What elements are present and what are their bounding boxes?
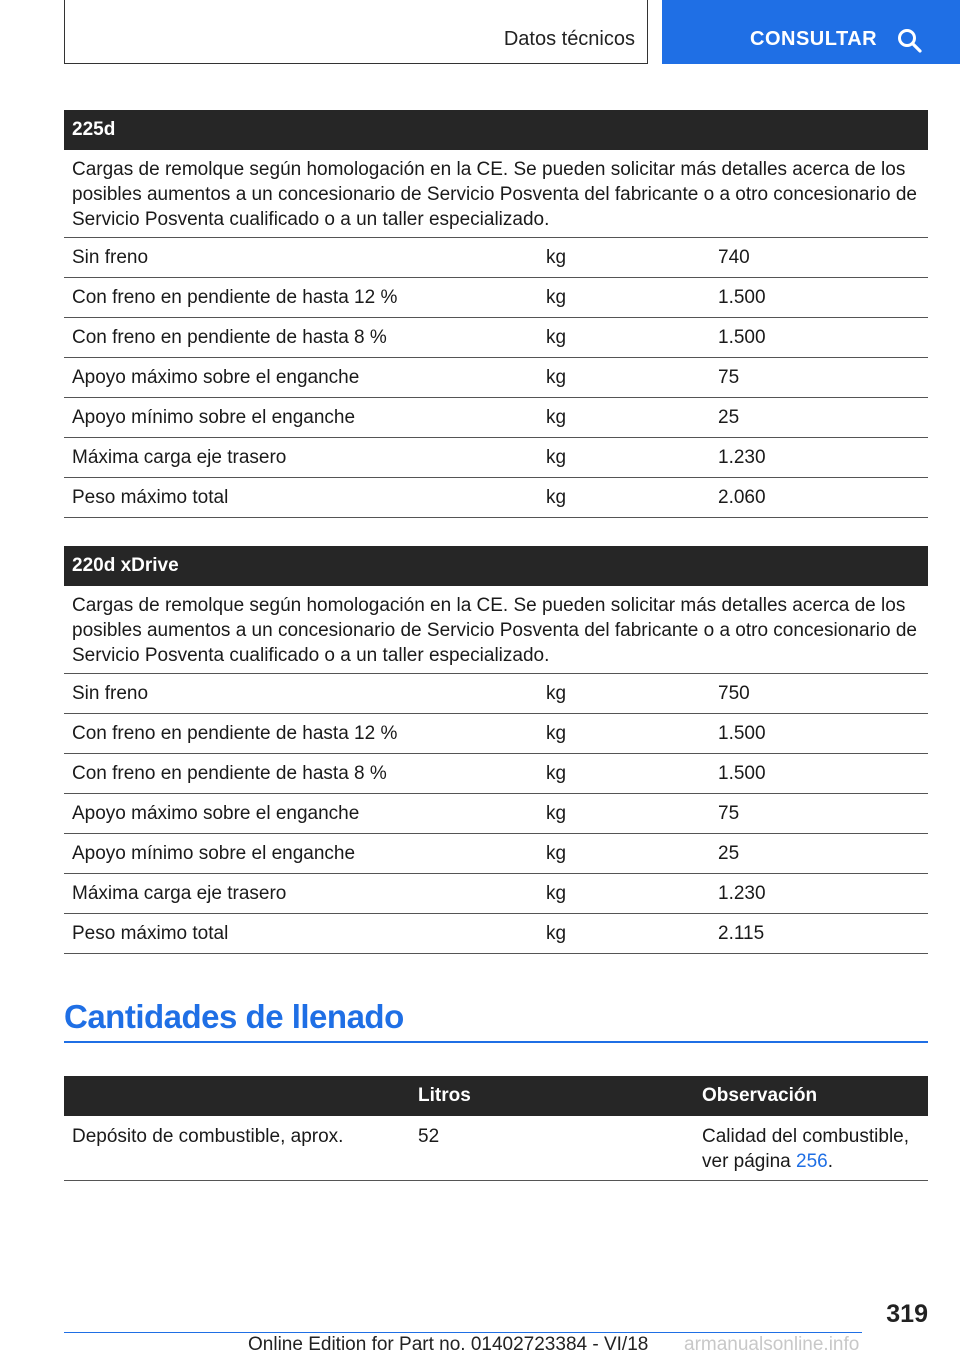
row-unit: kg: [546, 923, 567, 944]
table-row: [64, 794, 928, 834]
row-unit: kg: [546, 883, 567, 904]
row-value: 25: [718, 407, 740, 428]
row-label: Con freno en pendiente de hasta 8 %: [72, 327, 387, 348]
table-row: [64, 874, 928, 914]
section-heading: Cantidades de llenado: [64, 998, 404, 1035]
row-value: 75: [718, 803, 740, 824]
row-label: Peso máximo total: [72, 923, 229, 944]
row-label: Con freno en pendiente de hasta 8 %: [72, 763, 387, 784]
table-heading: 220d xDrive: [64, 546, 928, 586]
row-unit: kg: [546, 683, 567, 704]
row-label: Apoyo máximo sobre el enganche: [72, 803, 360, 824]
fill-quantities-table: [64, 1076, 928, 1181]
row-unit: kg: [546, 843, 567, 864]
row-unit: kg: [546, 367, 567, 388]
spec-table-220d-xdrive: [64, 546, 928, 954]
row-label: Máxima carga eje trasero: [72, 883, 287, 904]
table-row: [64, 714, 928, 754]
fill-liters: 52: [418, 1126, 440, 1147]
table-row: [64, 914, 928, 954]
row-label: Apoyo máximo sobre el enganche: [72, 367, 360, 388]
fill-observation: [702, 1124, 928, 1174]
consult-label: CONSULTAR: [750, 28, 878, 50]
table-heading: 225d: [64, 110, 928, 150]
row-value: 1.500: [718, 287, 766, 308]
page-link[interactable]: 256: [796, 1151, 828, 1172]
row-label: Apoyo mínimo sobre el enganche: [72, 407, 356, 428]
header-observation: Observación: [702, 1085, 818, 1106]
row-unit: kg: [546, 287, 567, 308]
fill-item: Depósito de combustible, aprox.: [72, 1126, 344, 1147]
row-value: 1.230: [718, 883, 766, 904]
table-row: [64, 358, 928, 398]
observation-line2: ver página: [702, 1151, 791, 1172]
header-item: [64, 1076, 418, 1116]
table-note: Cargas de remolque según homologación en la CE. Se pueden solicitar más detalles acerca de los posibles aumentos a un concesionario de Servicio Posventa del fabricante o a otro concesionario de Servicio Posventa cualificado o a un taller especializado.: [64, 586, 928, 674]
row-label: Apoyo mínimo sobre el enganche: [72, 843, 356, 864]
row-value: 1.500: [718, 763, 766, 784]
header-section-box: [64, 0, 648, 64]
row-label: Máxima carga eje trasero: [72, 447, 287, 468]
footer-edition: Online Edition for Part no. 01402723384 - VI/18: [248, 1334, 649, 1355]
consult-button[interactable]: [662, 0, 960, 64]
row-unit: kg: [546, 407, 567, 428]
row-unit: kg: [546, 327, 567, 348]
row-unit: kg: [546, 803, 567, 824]
spec-table-225d: [64, 110, 928, 518]
row-value: 1.500: [718, 723, 766, 744]
watermark: armanualsonline.info: [684, 1334, 860, 1355]
table-row: [64, 674, 928, 714]
observation-end: .: [827, 1151, 833, 1172]
row-value: 1.500: [718, 327, 766, 348]
row-unit: kg: [546, 447, 567, 468]
header-liters: Litros: [418, 1085, 471, 1106]
table-row: [64, 478, 928, 518]
fill-table-header: [64, 1076, 928, 1116]
row-value: 2.115: [718, 923, 765, 944]
table-row: [64, 398, 928, 438]
row-label: Sin freno: [72, 247, 149, 268]
section-title: Datos técnicos: [503, 28, 635, 50]
row-unit: kg: [546, 763, 567, 784]
row-value: 750: [718, 683, 750, 704]
table-row: [64, 1116, 928, 1181]
observation-line1: Calidad del combustible,: [702, 1126, 910, 1147]
row-label: Con freno en pendiente de hasta 12 %: [72, 287, 398, 308]
table-row: [64, 754, 928, 794]
row-unit: kg: [546, 487, 567, 508]
row-value: 2.060: [718, 487, 766, 508]
table-row: [64, 438, 928, 478]
row-label: Con freno en pendiente de hasta 12 %: [72, 723, 398, 744]
footer-divider: [64, 1332, 862, 1333]
row-value: 75: [718, 367, 740, 388]
row-label: Sin freno: [72, 683, 149, 704]
table-row: [64, 238, 928, 278]
section-divider: [64, 1041, 928, 1043]
search-icon: [897, 28, 923, 54]
row-value: 740: [718, 247, 750, 268]
table-row: [64, 278, 928, 318]
table-note: Cargas de remolque según homologación en la CE. Se pueden solicitar más detalles acerca de los posibles aumentos a un concesionario de Servicio Posventa del fabricante o a otro concesionario de Servicio Posventa cualificado o a un taller especializado.: [64, 150, 928, 238]
row-label: Peso máximo total: [72, 487, 229, 508]
row-unit: kg: [546, 723, 567, 744]
row-value: 25: [718, 843, 740, 864]
table-row: [64, 318, 928, 358]
row-unit: kg: [546, 247, 567, 268]
table-row: [64, 834, 928, 874]
row-value: 1.230: [718, 447, 766, 468]
page-number: 319: [886, 1300, 928, 1328]
